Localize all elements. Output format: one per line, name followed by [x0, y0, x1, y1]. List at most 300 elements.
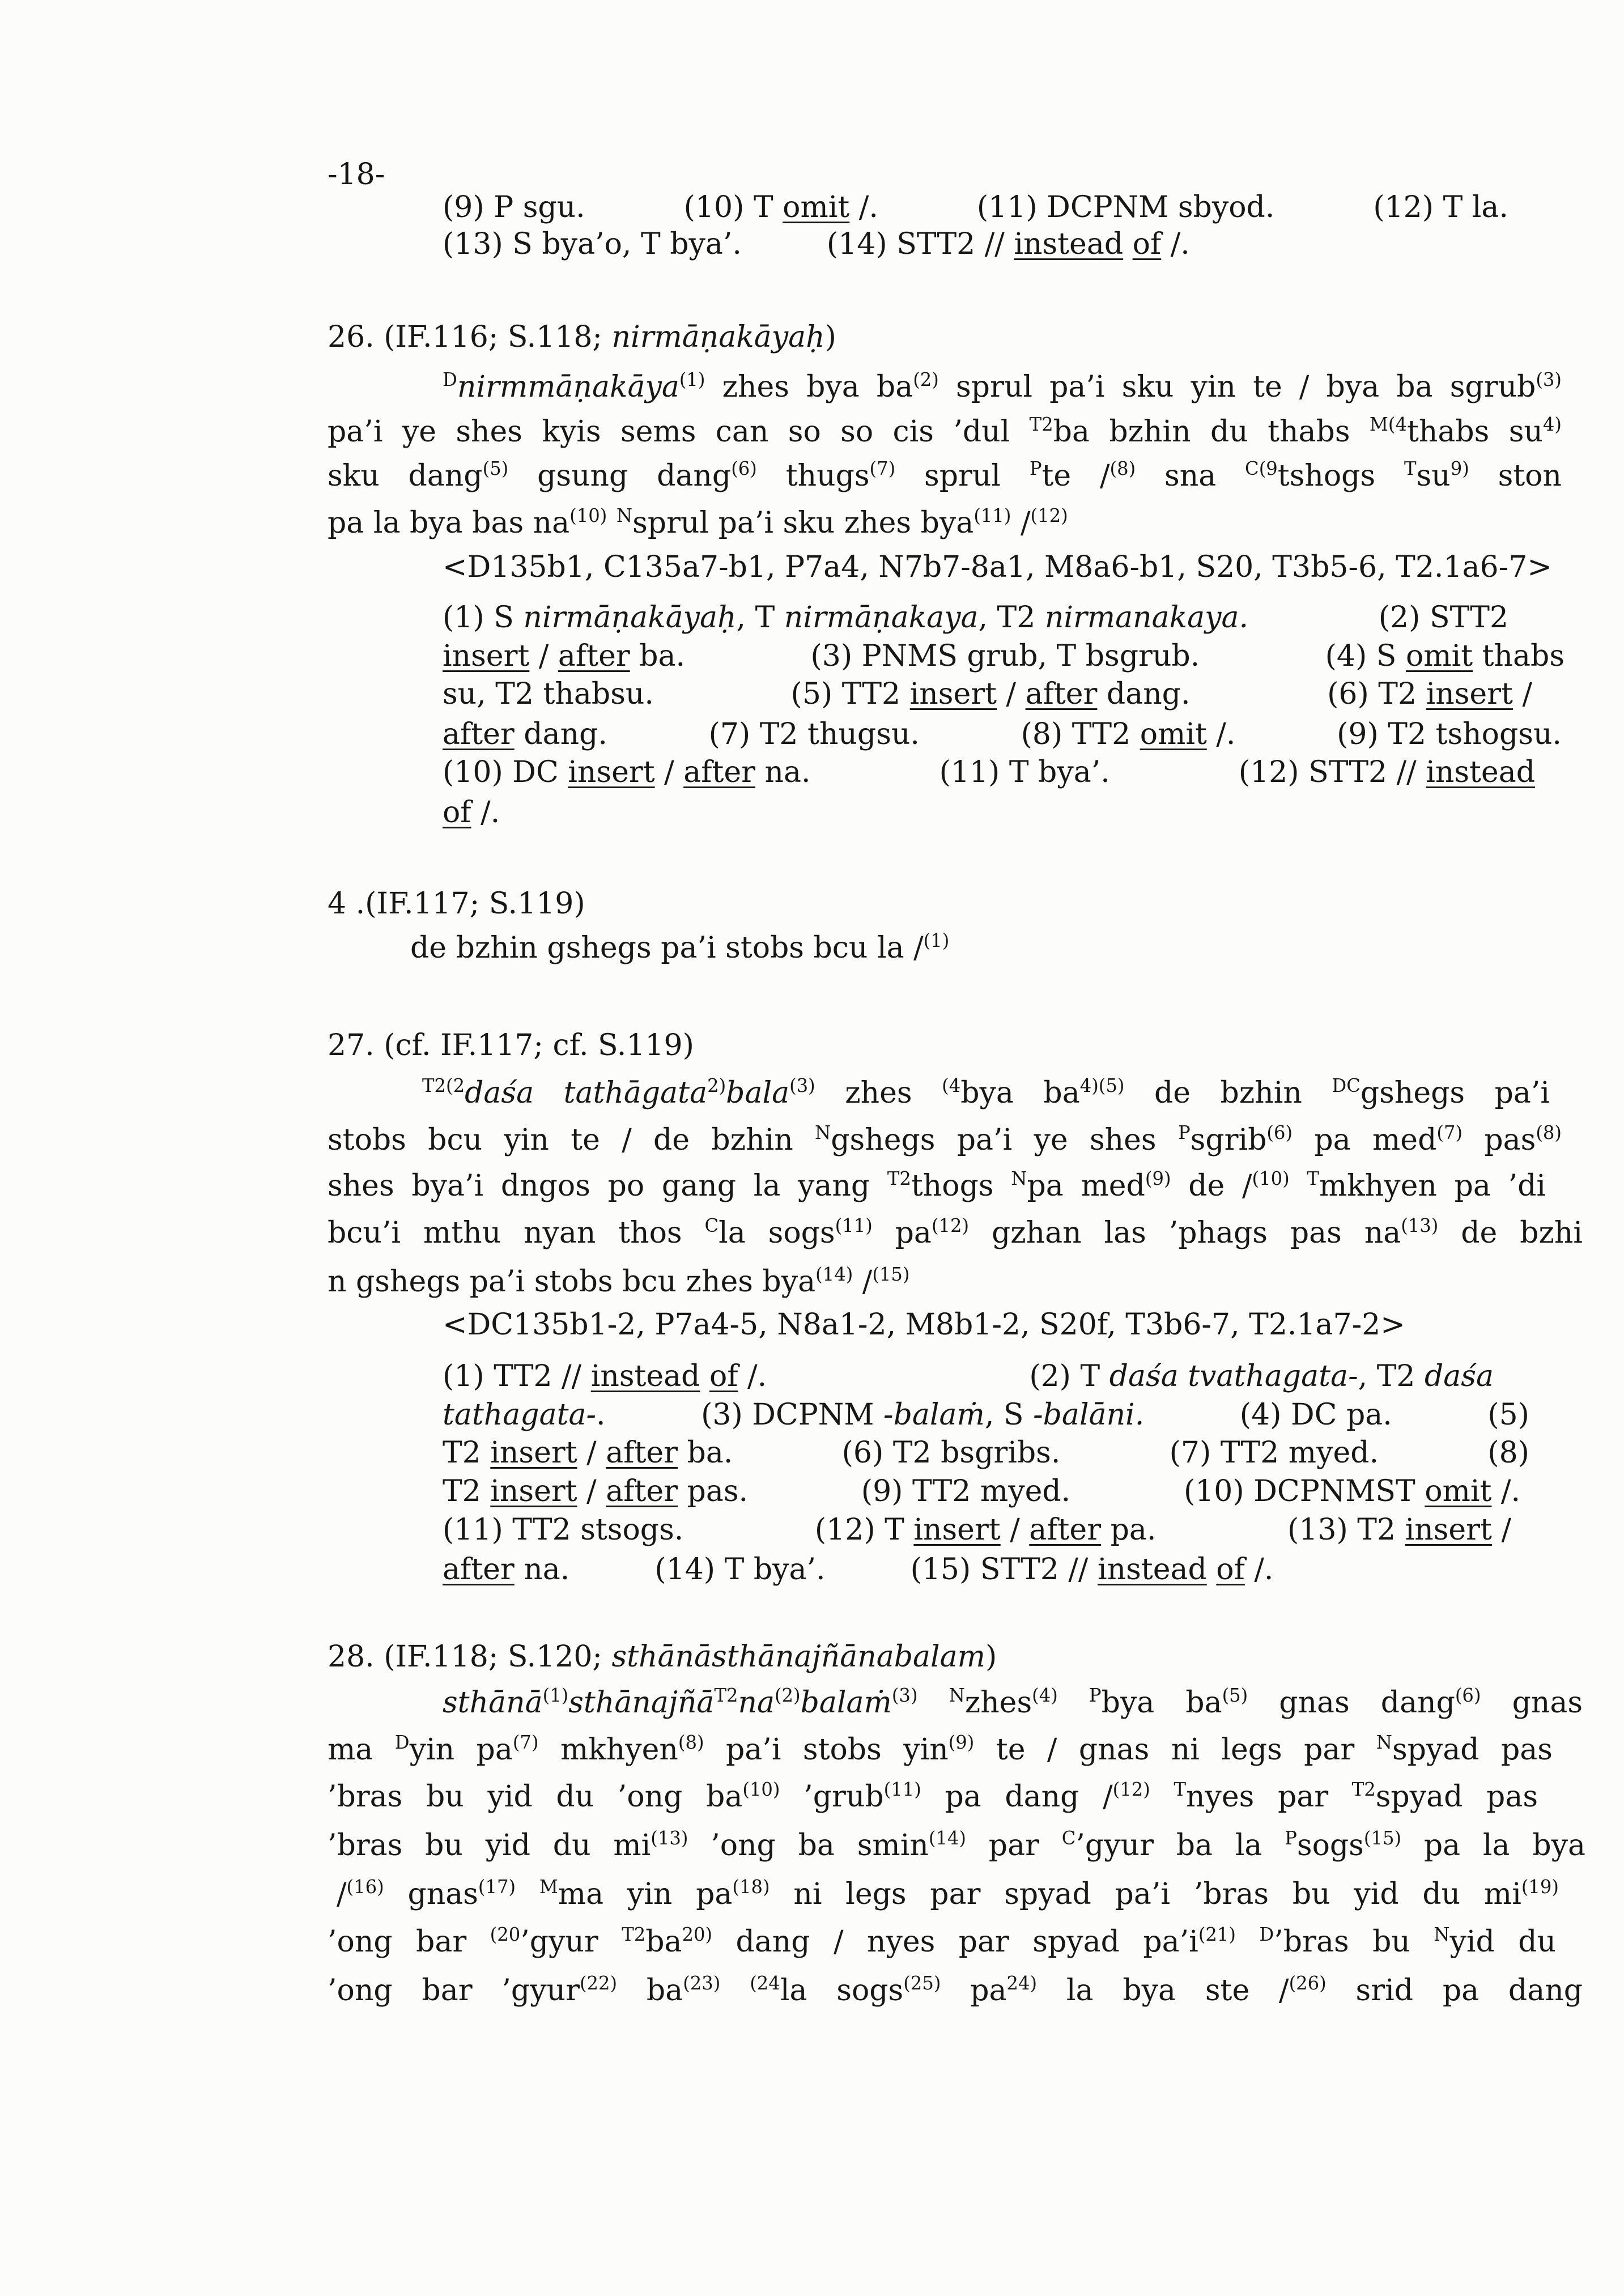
text-run: ’bras bu yid du mi	[328, 1829, 651, 1863]
text-run: , S	[984, 1398, 1034, 1432]
superscript-marker: (15)	[872, 1264, 910, 1286]
text-run: /	[337, 1877, 347, 1911]
text-line	[422, 1075, 1550, 1111]
superscript-marker: N	[1434, 1924, 1450, 1946]
text-run: (10) DCPNMST	[1183, 1474, 1425, 1508]
note-item	[1029, 1359, 1494, 1394]
text-run: /	[654, 755, 684, 789]
superscript-marker: (11)	[973, 505, 1011, 527]
superscript-marker: (14)	[928, 1827, 966, 1849]
note-line	[443, 795, 500, 830]
text-run	[516, 1877, 539, 1911]
superscript-marker: (5)	[1222, 1685, 1248, 1707]
text-run: (12) T la.	[1373, 190, 1508, 224]
note-line	[443, 717, 1562, 752]
superscript-marker: (1)	[923, 930, 950, 952]
section-heading	[328, 1639, 997, 1674]
text-run: pa’i stobs yin	[704, 1733, 949, 1767]
superscript-marker: (9)	[1145, 1168, 1171, 1190]
text-run: (4) DC pa.	[1239, 1398, 1392, 1432]
superscript-marker: (14)	[815, 1264, 853, 1286]
italic-text: nirmāṇakaya	[784, 601, 979, 635]
superscript-marker: (21)	[1198, 1924, 1236, 1946]
italic-text: bala	[726, 1076, 790, 1110]
superscript-marker: (12)	[931, 1215, 970, 1237]
superscript-marker: T2	[1351, 1779, 1376, 1801]
note-item	[654, 1552, 825, 1587]
italic-text: -balāni.	[1033, 1398, 1145, 1432]
text-run: ba.	[678, 1436, 733, 1470]
superscript-marker: (8)	[1536, 1122, 1562, 1144]
text-run: /	[577, 1474, 606, 1508]
underlined-text: insert	[568, 755, 655, 789]
superscript-marker: (10)	[1252, 1168, 1290, 1190]
text-run: /	[1491, 1513, 1511, 1547]
text-run: (8) TT2	[1021, 717, 1140, 751]
text-run: ’bras bu yid du ’ong ba	[328, 1780, 743, 1814]
text-run: (1) TT2 //	[443, 1359, 591, 1393]
text-run: (10) T	[683, 190, 783, 224]
underlined-text: omit	[1405, 639, 1473, 673]
superscript-marker: DC	[1332, 1075, 1361, 1097]
superscript-marker: N	[1011, 1168, 1027, 1190]
superscript-marker: (8)	[678, 1732, 704, 1754]
text-run: (11) TT2 stsogs.	[443, 1513, 684, 1547]
text-run: /.	[1244, 1553, 1274, 1587]
italic-text: sthānajñā	[568, 1686, 715, 1720]
text-run: ston	[1469, 459, 1562, 493]
superscript-marker: (18)	[732, 1876, 770, 1898]
text-run: sogs	[1296, 1829, 1364, 1863]
text-line	[328, 1924, 1556, 1959]
text-run	[534, 1076, 564, 1110]
superscript-marker: P	[1177, 1122, 1191, 1144]
text-run: pa med	[1293, 1123, 1437, 1157]
text-run: (13) S bya’o, T bya’.	[443, 227, 742, 261]
note-item	[443, 795, 500, 830]
superscript-marker: 9)	[1450, 458, 1469, 480]
text-run: ’gyur ba la	[1075, 1829, 1285, 1863]
text-run: )	[824, 320, 836, 354]
text-run	[607, 506, 617, 540]
superscript-marker: (23)	[683, 1972, 721, 1995]
text-run: pa.	[1101, 1513, 1157, 1547]
text-run: zhes	[815, 1076, 942, 1110]
text-run: mkhyen	[538, 1733, 678, 1767]
text-run: sprul	[895, 459, 1030, 493]
text-run: (6) T2	[1327, 677, 1426, 711]
text-run: (1) S	[443, 601, 524, 635]
note-item	[443, 227, 742, 262]
note-item	[1379, 600, 1508, 635]
underlined-text: instead	[1014, 227, 1124, 261]
text-run: (8)	[1487, 1436, 1529, 1470]
superscript-marker: C	[1061, 1827, 1076, 1849]
superscript-marker: T2	[622, 1924, 646, 1946]
italic-text: balaṁ	[800, 1686, 892, 1720]
note-item	[977, 190, 1274, 225]
text-run: (13) T2	[1287, 1513, 1405, 1547]
text-line	[328, 1828, 1585, 1863]
note-item	[443, 1435, 733, 1470]
section-heading	[328, 886, 585, 921]
underlined-text: instead	[1426, 755, 1535, 789]
text-run: , T2	[978, 601, 1045, 635]
text-run: la sogs	[780, 1974, 904, 2008]
superscript-marker: C	[704, 1215, 719, 1237]
underlined-text: after	[606, 1474, 678, 1508]
underlined-text: after	[1029, 1513, 1102, 1547]
italic-text: daśa	[1425, 1359, 1494, 1393]
note-item	[443, 639, 685, 674]
note-line	[443, 600, 1508, 635]
note-item	[861, 1474, 1070, 1509]
section-heading	[328, 320, 836, 355]
underlined-text: insert	[490, 1474, 577, 1508]
superscript-marker: 24)	[1006, 1972, 1038, 1995]
italic-text: sthānā	[443, 1686, 543, 1720]
note-item	[701, 1397, 1144, 1432]
page-number: -18-	[328, 158, 385, 192]
text-run: yin pa	[409, 1733, 513, 1767]
text-run	[1123, 227, 1133, 261]
superscript-marker: (25)	[903, 1972, 941, 1995]
note-item	[1373, 190, 1508, 225]
superscript-marker: (13)	[651, 1827, 688, 1849]
carryover-note-line	[443, 227, 1190, 262]
text-run: te /	[1041, 459, 1110, 493]
superscript-marker: (3)	[789, 1075, 815, 1097]
text-run: (3) PNMS grub, T bsgrub.	[810, 639, 1200, 673]
superscript-marker: (2)	[913, 369, 939, 391]
text-run: sprul pa’i sku yin te / bya ba sgrub	[938, 370, 1536, 404]
note-item	[815, 1512, 1157, 1547]
text-run: 28. (IF.118; S.120;	[328, 1640, 612, 1674]
text-run: /	[1011, 506, 1031, 540]
text-line	[328, 1168, 1546, 1204]
note-item	[684, 190, 878, 225]
underlined-text: insert	[443, 639, 530, 673]
text-run: zhes	[964, 1686, 1032, 1720]
text-run: gnas	[384, 1877, 478, 1911]
underlined-text: of	[1132, 227, 1162, 261]
text-run: (5) TT2	[790, 677, 910, 711]
underlined-text: after	[558, 639, 630, 673]
text-run: dang / nyes par spyad pa’i	[712, 1925, 1198, 1959]
italic-text: nirmāṇakāyaḥ	[523, 601, 737, 635]
italic-text: daśa	[465, 1076, 534, 1110]
text-run	[1207, 1553, 1217, 1587]
superscript-marker: (11)	[883, 1779, 921, 1801]
text-run: ni legs par spyad pa’i ’bras bu yid du mi	[770, 1877, 1521, 1911]
text-run: ba	[645, 1925, 682, 1959]
text-run: /	[853, 1265, 873, 1299]
note-item	[443, 600, 1248, 635]
underlined-text: after	[443, 717, 515, 751]
text-run	[1150, 1780, 1174, 1814]
superscript-marker: T2	[1029, 414, 1053, 436]
superscript-marker: T	[1307, 1168, 1319, 1190]
superscript-marker: (19)	[1521, 1876, 1559, 1898]
text-line	[410, 930, 949, 966]
text-run: mkhyen pa ’di	[1319, 1169, 1546, 1203]
text-run: pa	[941, 1974, 1007, 2008]
text-run: na.	[755, 755, 811, 789]
superscript-marker: N	[815, 1122, 831, 1144]
text-run: (7) TT2 myed.	[1169, 1436, 1379, 1470]
text-run: zhes bya ba	[705, 370, 913, 404]
superscript-marker: (4)	[1032, 1685, 1058, 1707]
text-run: /	[1512, 677, 1532, 711]
text-run	[1058, 1686, 1089, 1720]
superscript-marker: (16)	[346, 1876, 384, 1898]
note-item	[1240, 1397, 1392, 1432]
note-line	[443, 1359, 1494, 1394]
text-run: de /	[1171, 1169, 1252, 1203]
text-run: gnas	[1481, 1686, 1583, 1720]
note-line	[443, 1552, 1273, 1587]
note-item	[443, 1552, 569, 1587]
superscript-marker: (24	[750, 1972, 780, 1995]
text-run: ma	[328, 1733, 395, 1767]
note-item	[810, 639, 1200, 674]
text-run: ba.	[630, 639, 686, 673]
superscript-marker: (6)	[1266, 1122, 1293, 1144]
text-run: ba bzhin du thabs	[1053, 415, 1370, 449]
text-run: T2	[443, 1474, 491, 1508]
italic-text: -balaṁ	[883, 1398, 985, 1432]
superscript-marker: N	[1376, 1732, 1392, 1754]
note-item	[791, 677, 1191, 712]
superscript-marker: T2(2	[422, 1075, 465, 1097]
superscript-marker: (4	[942, 1075, 961, 1097]
text-run: nyes par	[1185, 1780, 1352, 1814]
text-run: /.	[849, 190, 878, 224]
underlined-text: of	[1216, 1553, 1245, 1587]
superscript-marker: 4)	[1542, 414, 1562, 436]
sigla-line: <DC135b1-2, P7a4-5, N8a1-2, M8b1-2, S20f, T3b6-7, T2.1a7-2>	[443, 1308, 1405, 1342]
text-run: (15) STT2 //	[910, 1553, 1098, 1587]
text-run: pa med	[1027, 1169, 1145, 1203]
text-run: n gshegs pa’i stobs bcu zhes bya	[328, 1265, 816, 1299]
note-item	[1287, 1512, 1511, 1547]
text-run: pas	[1463, 1123, 1536, 1157]
text-run: /	[529, 639, 558, 673]
text-run: ’bras bu	[1274, 1925, 1434, 1959]
text-run	[700, 1359, 709, 1393]
note-item	[443, 755, 811, 790]
text-line	[337, 1877, 1559, 1912]
text-run: yid du	[1449, 1925, 1556, 1959]
underlined-text: after	[606, 1436, 678, 1470]
text-run: (6) T2 bsgribs.	[841, 1436, 1061, 1470]
note-item	[827, 227, 1190, 262]
text-line	[328, 1732, 1553, 1767]
italic-text: sthānāsthānajñānabalam	[611, 1640, 985, 1674]
text-run: pa la bya bas na	[328, 506, 570, 540]
superscript-marker: (22)	[579, 1972, 618, 1995]
underlined-text: insert	[913, 1513, 1001, 1547]
superscript-marker: M	[539, 1876, 558, 1898]
superscript-marker: (1)	[679, 369, 705, 391]
text-run: (10) DC	[443, 755, 568, 789]
text-run: thugs	[756, 459, 870, 493]
note-item	[709, 717, 920, 752]
underlined-text: of	[443, 796, 471, 830]
text-run: /	[577, 1436, 606, 1470]
superscript-marker: (8)	[1109, 458, 1136, 480]
sigla-line: <D135b1, C135a7-b1, P7a4, N7b7-8a1, M8a6-b1, S20, T3b5-6, T2.1a6-7>	[443, 550, 1552, 584]
note-line	[443, 639, 1565, 674]
note-line	[443, 1512, 1511, 1547]
superscript-marker: P	[1089, 1685, 1102, 1707]
text-run: .	[596, 1398, 606, 1432]
text-run: sna	[1136, 459, 1245, 493]
text-run: pas.	[678, 1474, 749, 1508]
text-run: te / gnas ni legs par	[974, 1733, 1376, 1767]
underlined-text: after	[1025, 677, 1098, 711]
note-item	[443, 717, 607, 752]
superscript-marker: T2	[714, 1685, 738, 1707]
superscript-marker: (17)	[478, 1876, 516, 1898]
text-run: thabs	[1473, 639, 1565, 673]
text-run: (7) T2 thugsu.	[708, 717, 920, 751]
superscript-marker: (10)	[569, 505, 607, 527]
text-line	[328, 1215, 1583, 1251]
text-run: /	[1000, 1513, 1030, 1547]
note-item	[911, 1552, 1274, 1587]
text-line	[328, 458, 1562, 494]
underlined-text: omit	[783, 190, 850, 224]
text-run: (3) DCPNM	[701, 1398, 884, 1432]
superscript-marker: 2)	[707, 1075, 726, 1097]
note-item	[1170, 1435, 1379, 1470]
text-run: gshegs pa’i ye shes	[831, 1123, 1178, 1157]
superscript-marker: (7)	[869, 458, 896, 480]
text-run: /.	[1206, 717, 1236, 751]
italic-text: tathāgata	[563, 1076, 708, 1110]
text-run: /.	[1491, 1474, 1520, 1508]
italic-text: nirmmāṇakāya	[457, 370, 679, 404]
note-line	[443, 677, 1532, 712]
note-item	[939, 755, 1110, 790]
carryover-note-line	[443, 190, 1508, 225]
text-run: spyad pas	[1392, 1733, 1553, 1767]
text-run: (2) STT2	[1378, 601, 1508, 635]
text-run: ma yin pa	[558, 1877, 733, 1911]
text-run: ’ong bar	[328, 1925, 490, 1959]
underlined-text: instead	[1097, 1553, 1207, 1587]
superscript-marker: (10)	[742, 1779, 780, 1801]
note-item	[443, 1474, 748, 1509]
text-run	[720, 1974, 750, 2008]
underlined-text: insert	[1426, 677, 1513, 711]
note-item	[1239, 755, 1535, 790]
superscript-marker: 4)(5)	[1079, 1075, 1125, 1097]
text-run: su	[1416, 459, 1451, 493]
text-run: dang.	[1097, 677, 1191, 711]
text-line	[328, 1264, 910, 1299]
note-line	[443, 1474, 1520, 1509]
note-item	[1337, 717, 1562, 752]
text-run: ba	[617, 1974, 683, 2008]
note-item	[1487, 1397, 1529, 1432]
superscript-marker: T	[1404, 458, 1417, 480]
underlined-text: after	[443, 1553, 515, 1587]
underlined-text: insert	[909, 677, 997, 711]
superscript-marker: (5)	[482, 458, 509, 480]
text-run: stobs bcu yin te / de bzhin	[328, 1123, 815, 1157]
underlined-text: of	[709, 1359, 738, 1393]
text-line	[328, 1973, 1583, 2008]
text-run: ’ong ba smin	[688, 1829, 929, 1863]
note-item	[443, 677, 654, 712]
text-run: gshegs pa’i	[1360, 1076, 1550, 1110]
superscript-marker: (13)	[1401, 1215, 1439, 1237]
note-item	[443, 1359, 767, 1394]
text-run: pa	[872, 1216, 932, 1250]
section-heading	[328, 1028, 694, 1063]
superscript-marker: N	[949, 1685, 965, 1707]
superscript-marker: D	[1259, 1924, 1274, 1946]
italic-text: na	[738, 1686, 775, 1720]
text-run: T2	[443, 1436, 491, 1470]
text-run: (9) T2 tshogsu.	[1337, 717, 1562, 751]
text-run: (9) TT2 myed.	[861, 1474, 1071, 1508]
text-run: bya ba	[960, 1076, 1080, 1110]
underlined-text: after	[683, 755, 755, 789]
text-run: su, T2 thabsu.	[443, 677, 654, 711]
superscript-marker: C(9	[1245, 458, 1278, 480]
text-run: pa’i ye shes kyis sems can so so cis ’dul	[328, 415, 1030, 449]
text-run: )	[985, 1640, 997, 1674]
note-line	[443, 755, 1535, 790]
superscript-marker: T2	[887, 1168, 911, 1190]
superscript-marker: (3)	[891, 1685, 918, 1707]
underlined-text: omit	[1140, 717, 1207, 751]
text-run: la sogs	[719, 1216, 835, 1250]
text-run: (14) T bya’.	[654, 1553, 826, 1587]
superscript-marker: P	[1285, 1827, 1297, 1849]
superscript-marker: (20	[490, 1924, 521, 1946]
text-run: thogs	[911, 1169, 1011, 1203]
superscript-marker: P	[1029, 458, 1042, 480]
italic-text: daśa tvathagata-	[1109, 1359, 1358, 1393]
superscript-marker: D	[394, 1732, 410, 1754]
text-run: /.	[1161, 227, 1190, 261]
text-run: shes bya’i dngos po gang la yang	[328, 1169, 887, 1203]
note-item	[1327, 677, 1532, 712]
note-item	[443, 1512, 683, 1547]
text-run: (12) STT2 //	[1238, 755, 1426, 789]
text-run: /.	[738, 1359, 767, 1393]
text-run: gsung dang	[508, 459, 732, 493]
superscript-marker: (6)	[1455, 1685, 1481, 1707]
superscript-marker: D	[443, 369, 457, 391]
text-run: spyad pas	[1375, 1780, 1538, 1814]
text-run: srid pa dang	[1326, 1974, 1583, 2008]
note-item	[1184, 1474, 1520, 1509]
text-run	[918, 1686, 949, 1720]
note-item	[1487, 1435, 1529, 1470]
text-run: 27. (cf. IF.117; cf. S.119)	[328, 1028, 694, 1062]
text-line	[328, 505, 1068, 541]
text-run: pa la bya	[1401, 1829, 1585, 1863]
text-run: sku dang	[328, 459, 483, 493]
text-run: de bzhi	[1438, 1216, 1583, 1250]
superscript-marker: (7)	[512, 1732, 539, 1754]
underlined-text: insert	[490, 1436, 577, 1470]
